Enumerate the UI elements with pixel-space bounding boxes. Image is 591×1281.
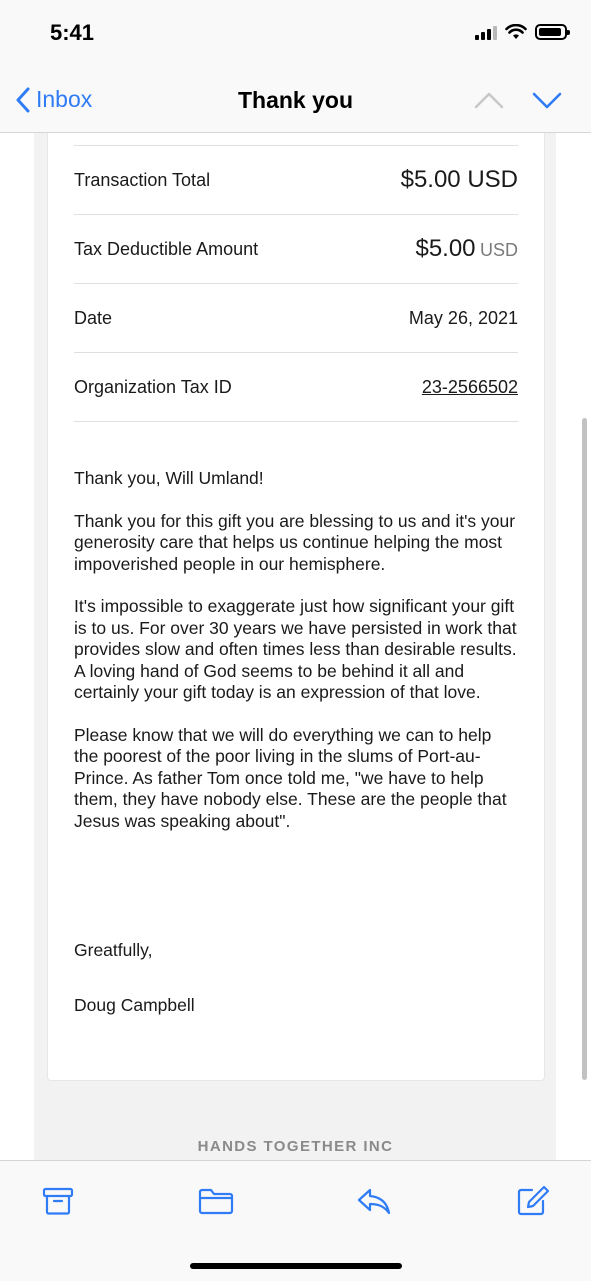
thank-you-letter xyxy=(74,468,520,853)
chevron-up-icon xyxy=(473,90,505,110)
move-to-folder-button[interactable] xyxy=(198,1183,234,1219)
receipt-card xyxy=(47,133,545,1081)
status-bar xyxy=(0,0,591,70)
letter-paragraph: Please know that we will do everything we can to help the poorest of the poor living in the slums of Port-au-Prince. As father Tom once told me, "we have to help them, they have nobody else. These are the people that Jesus was speaking about". xyxy=(74,724,507,831)
letter-paragraph: It's impossible to exaggerate just how significant your gift is to us. For over 30 years we have persisted in work that provides slow and often times less than desirable results. A loving hand of God seems to be behind it all and certainly your gift today is an expression of that love. xyxy=(74,596,517,702)
tax-id-link[interactable]: 23-2566502 xyxy=(421,377,518,397)
divider xyxy=(74,133,518,146)
letter-signer: Doug Campbell xyxy=(74,995,195,1015)
row-label: Tax Deductible Amount xyxy=(74,239,259,259)
archive-box-icon xyxy=(42,1186,74,1216)
organization-footer: HANDS TOGETHER INC xyxy=(197,1138,394,1155)
archive-button[interactable] xyxy=(40,1183,76,1219)
row-label: Organization Tax ID xyxy=(74,377,232,397)
home-indicator[interactable] xyxy=(190,1263,402,1269)
compose-button[interactable] xyxy=(515,1183,551,1219)
receipt-row-tax-id xyxy=(74,353,518,422)
status-time: 5:41 xyxy=(50,20,95,45)
currency-code: USD xyxy=(479,240,518,260)
message-body[interactable] xyxy=(0,133,591,1160)
receipt-table xyxy=(74,133,518,422)
back-label: Inbox xyxy=(36,86,93,112)
battery-icon xyxy=(535,24,567,40)
transaction-total-value: $5.00 USD xyxy=(400,166,518,193)
reply-button[interactable] xyxy=(356,1183,392,1219)
compose-icon xyxy=(516,1185,550,1217)
tax-deductible-value xyxy=(415,215,518,286)
receipt-row-transaction-total xyxy=(74,146,518,215)
cellular-signal-icon xyxy=(475,24,497,40)
date-value: May 26, 2021 xyxy=(408,308,518,328)
status-icons xyxy=(475,24,567,40)
row-label: Date xyxy=(74,308,113,328)
tax-deductible-amount: $5.00 xyxy=(415,235,476,262)
folder-icon xyxy=(198,1186,234,1216)
chevron-down-icon xyxy=(531,90,563,110)
next-message-button[interactable] xyxy=(531,90,563,115)
receipt-row-tax-deductible xyxy=(74,215,518,284)
page-title: Thank you xyxy=(237,87,353,113)
letter-greeting: Thank you, Will Umland! xyxy=(74,468,264,488)
reply-icon xyxy=(356,1186,392,1216)
receipt-row-date xyxy=(74,284,518,353)
scrollbar[interactable] xyxy=(582,418,587,1080)
mail-nav-bar xyxy=(0,70,591,133)
letter-paragraph: Thank you for this gift you are blessing to us and it's your generosity care that helps us continue helping the most impoverished people in our hemisphere. xyxy=(74,510,516,574)
letter-sign-off: Greatfully, xyxy=(74,940,153,960)
previous-message-button[interactable] xyxy=(473,90,505,115)
row-label: Transaction Total xyxy=(74,170,211,190)
wifi-icon xyxy=(505,24,527,40)
